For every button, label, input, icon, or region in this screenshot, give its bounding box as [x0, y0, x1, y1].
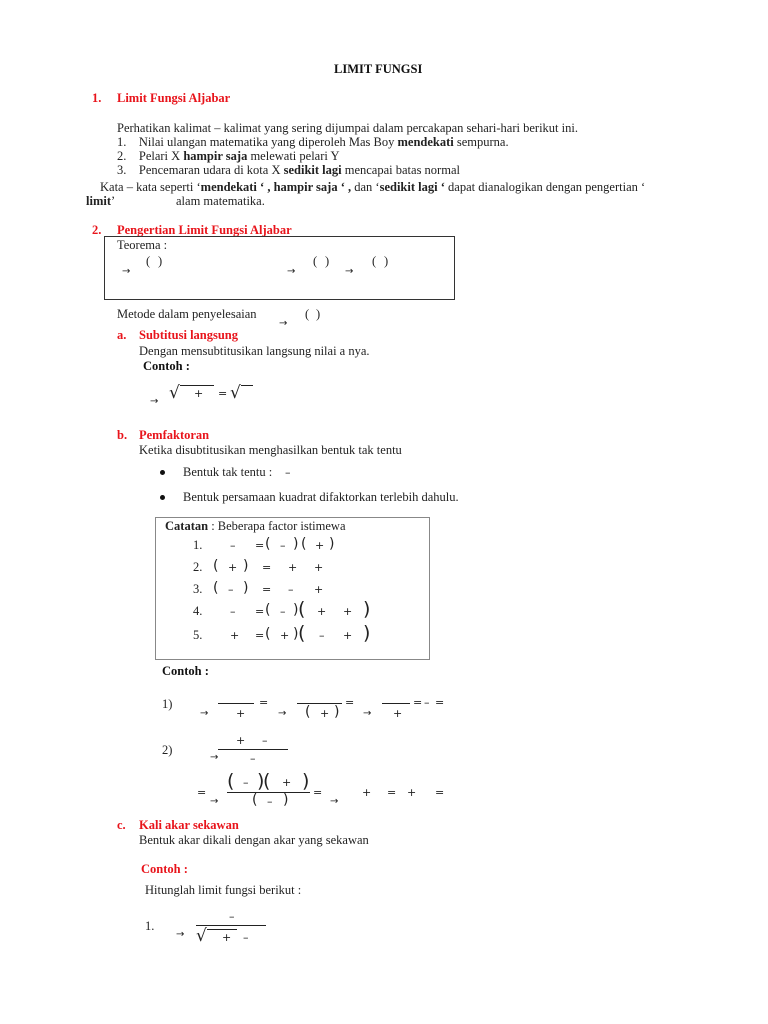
example-number: 1. — [145, 919, 155, 933]
plus-symbol: + — [288, 561, 298, 574]
minus-symbol: – — [285, 466, 291, 479]
subsection-b-letter: b. — [117, 428, 128, 442]
paren-open: ( — [301, 536, 307, 552]
minus-symbol: – — [230, 605, 236, 618]
section-1-heading: Limit Fungsi Aljabar — [117, 91, 231, 105]
paren-open: ( — [313, 254, 318, 268]
paren-open: ( — [305, 307, 310, 321]
equals-symbol: = — [218, 387, 228, 400]
list-item: 1. Nilai ulangan matematika yang diperoleh Mas Boy mendekati sempurna. — [117, 135, 509, 149]
bullet-text: Bentuk persamaan kuadrat difaktorkan terlebih dahulu. — [183, 490, 459, 504]
paren-close: ) — [316, 307, 321, 321]
plus-symbol: + — [315, 539, 325, 552]
catatan-heading: Catatan : Beberapa factor istimewa — [165, 519, 346, 533]
plus-symbol: + — [282, 776, 292, 789]
paren-close: ) — [158, 254, 163, 268]
bullet-icon — [160, 470, 165, 475]
paren-open: ( — [298, 598, 306, 620]
paren-open: ( — [305, 704, 311, 720]
sqrt-bar — [207, 929, 237, 930]
bullet-text: Bentuk tak tentu : — [183, 465, 273, 479]
paren-close: ) — [334, 704, 340, 720]
arrow-symbol: → — [345, 266, 354, 277]
equals-symbol: = — [255, 539, 265, 552]
subsection-a-text: Dengan mensubtitusikan langsung nilai a nya. — [139, 344, 370, 358]
plus-symbol: + — [314, 561, 324, 574]
plus-symbol: + — [314, 583, 324, 596]
plus-symbol: + — [407, 786, 417, 799]
paren-close: ) — [302, 770, 310, 792]
equals-symbol: = — [313, 786, 323, 799]
sqrt-icon: √ — [196, 926, 207, 946]
paren-open: ( — [252, 792, 258, 808]
sqrt-icon: √ — [169, 383, 180, 403]
contoh-label: Contoh : — [141, 862, 188, 876]
paren-open: ( — [213, 558, 219, 574]
list-item: 3. Pencemaran udara di kota X sedikit lagi mencapai batas normal — [117, 163, 460, 177]
equals-symbol: = — [262, 583, 272, 596]
factor-number: 2. — [193, 560, 203, 574]
minus-symbol: – — [250, 752, 256, 765]
kata-paragraph: Kata – kata seperti ‘mendekati ‘ , hampir saja ‘ , dan ‘sedikit lagi ‘ dapat dianalogikan dengan pengertian ‘ — [100, 180, 646, 194]
paren-close: ) — [293, 602, 299, 618]
kata-paragraph-cont: limit’ — [86, 194, 116, 208]
subsection-a-heading: Subtitusi langsung — [139, 328, 239, 342]
subsection-a-letter: a. — [117, 328, 127, 342]
section-1-number: 1. — [92, 91, 102, 105]
paren-open: ( — [265, 626, 271, 642]
plus-symbol: + — [393, 707, 403, 720]
contoh-label: Contoh : — [143, 359, 190, 373]
equals-symbol: = — [387, 786, 397, 799]
factor-number: 4. — [193, 604, 203, 618]
factor-number: 3. — [193, 582, 203, 596]
minus-symbol: – — [319, 629, 325, 642]
contoh-label: Contoh : — [162, 664, 209, 678]
paren-open: ( — [227, 770, 235, 792]
minus-symbol: – — [288, 583, 294, 596]
plus-symbol: + — [236, 734, 246, 747]
arrow-symbol: → — [363, 708, 372, 719]
section-1-intro: Perhatikan kalimat – kalimat yang sering dijumpai dalam percakapan sehari-hari berikut ini. — [117, 121, 578, 135]
minus-symbol: – — [230, 539, 236, 552]
minus-symbol: – — [243, 931, 249, 944]
arrow-symbol: → — [278, 708, 287, 719]
subsection-c-letter: c. — [117, 818, 126, 832]
sqrt-bar — [180, 385, 214, 386]
hitung-text: Hitunglah limit fungsi berikut : — [145, 883, 302, 897]
metode-text: Metode dalam penyelesaian — [117, 307, 257, 321]
arrow-symbol: → — [150, 396, 159, 407]
paren-close: ) — [243, 580, 249, 596]
arrow-symbol: → — [176, 929, 185, 940]
kata-paragraph-end: alam matematika. — [176, 194, 265, 208]
paren-open: ( — [146, 254, 151, 268]
equals-symbol: = — [259, 696, 269, 709]
paren-close: ) — [363, 622, 371, 644]
arrow-symbol: → — [210, 752, 219, 763]
plus-symbol: + — [317, 605, 327, 618]
list-item: 2. Pelari X hampir saja melewati pelari Y — [117, 149, 340, 163]
paren-open: ( — [265, 536, 271, 552]
equals-symbol: = — [413, 696, 423, 709]
equals-symbol: = — [345, 696, 355, 709]
minus-symbol: – — [424, 696, 430, 709]
paren-close: ) — [257, 770, 265, 792]
section-2-heading: Pengertian Limit Fungsi Aljabar — [117, 223, 292, 237]
page-title: LIMIT FUNGSI — [334, 62, 423, 76]
paren-close: ) — [243, 558, 249, 574]
plus-symbol: + — [343, 629, 353, 642]
paren-close: ) — [293, 536, 299, 552]
minus-symbol: – — [243, 776, 249, 789]
paren-close: ) — [384, 254, 389, 268]
fraction-bar — [218, 749, 288, 750]
sqrt-bar — [241, 385, 253, 386]
equals-symbol: = — [262, 561, 272, 574]
factor-number: 1. — [193, 538, 203, 552]
arrow-symbol: → — [330, 796, 339, 807]
equals-symbol: = — [435, 696, 445, 709]
plus-symbol: + — [320, 707, 330, 720]
plus-symbol: + — [236, 707, 246, 720]
paren-open: ( — [265, 602, 271, 618]
plus-symbol: + — [343, 605, 353, 618]
arrow-symbol: → — [279, 318, 288, 329]
arrow-symbol: → — [200, 708, 209, 719]
paren-close: ) — [283, 792, 289, 808]
teorema-label: Teorema : — [117, 238, 168, 252]
paren-open: ( — [372, 254, 377, 268]
arrow-symbol: → — [287, 266, 296, 277]
paren-close: ) — [329, 536, 335, 552]
example-number: 1) — [162, 697, 173, 711]
paren-close: ) — [325, 254, 330, 268]
paren-open: ( — [213, 580, 219, 596]
equals-symbol: = — [435, 786, 445, 799]
minus-symbol: – — [228, 583, 234, 596]
arrow-symbol: → — [122, 266, 131, 277]
subsection-c-text: Bentuk akar dikali dengan akar yang sekawan — [139, 833, 369, 847]
subsection-b-heading: Pemfaktoran — [139, 428, 210, 442]
fraction-bar — [227, 792, 310, 793]
subsection-c-heading: Kali akar sekawan — [139, 818, 239, 832]
section-2-number: 2. — [92, 223, 102, 237]
minus-symbol: – — [229, 910, 235, 923]
plus-symbol: + — [194, 387, 204, 400]
subsection-b-text: Ketika disubtitusikan menghasilkan bentuk tak tentu — [139, 443, 402, 457]
bullet-icon — [160, 495, 165, 500]
plus-symbol: + — [222, 931, 232, 944]
paren-close: ) — [293, 626, 299, 642]
equals-symbol: = — [255, 605, 265, 618]
example-number: 2) — [162, 743, 173, 757]
fraction-bar — [218, 703, 254, 704]
sqrt-icon: √ — [230, 383, 241, 403]
paren-close: ) — [363, 598, 371, 620]
equals-symbol: = — [197, 786, 207, 799]
plus-symbol: + — [362, 786, 372, 799]
paren-open: ( — [298, 622, 306, 644]
minus-symbol: – — [267, 795, 273, 808]
arrow-symbol: → — [210, 796, 219, 807]
plus-symbol: + — [280, 629, 290, 642]
plus-symbol: + — [230, 629, 240, 642]
minus-symbol: – — [280, 539, 286, 552]
plus-symbol: + — [228, 561, 238, 574]
fraction-bar — [382, 703, 410, 704]
equals-symbol: = — [255, 629, 265, 642]
minus-symbol: – — [280, 605, 286, 618]
factor-number: 5. — [193, 628, 203, 642]
paren-open: ( — [263, 770, 271, 792]
minus-symbol: – — [262, 734, 268, 747]
